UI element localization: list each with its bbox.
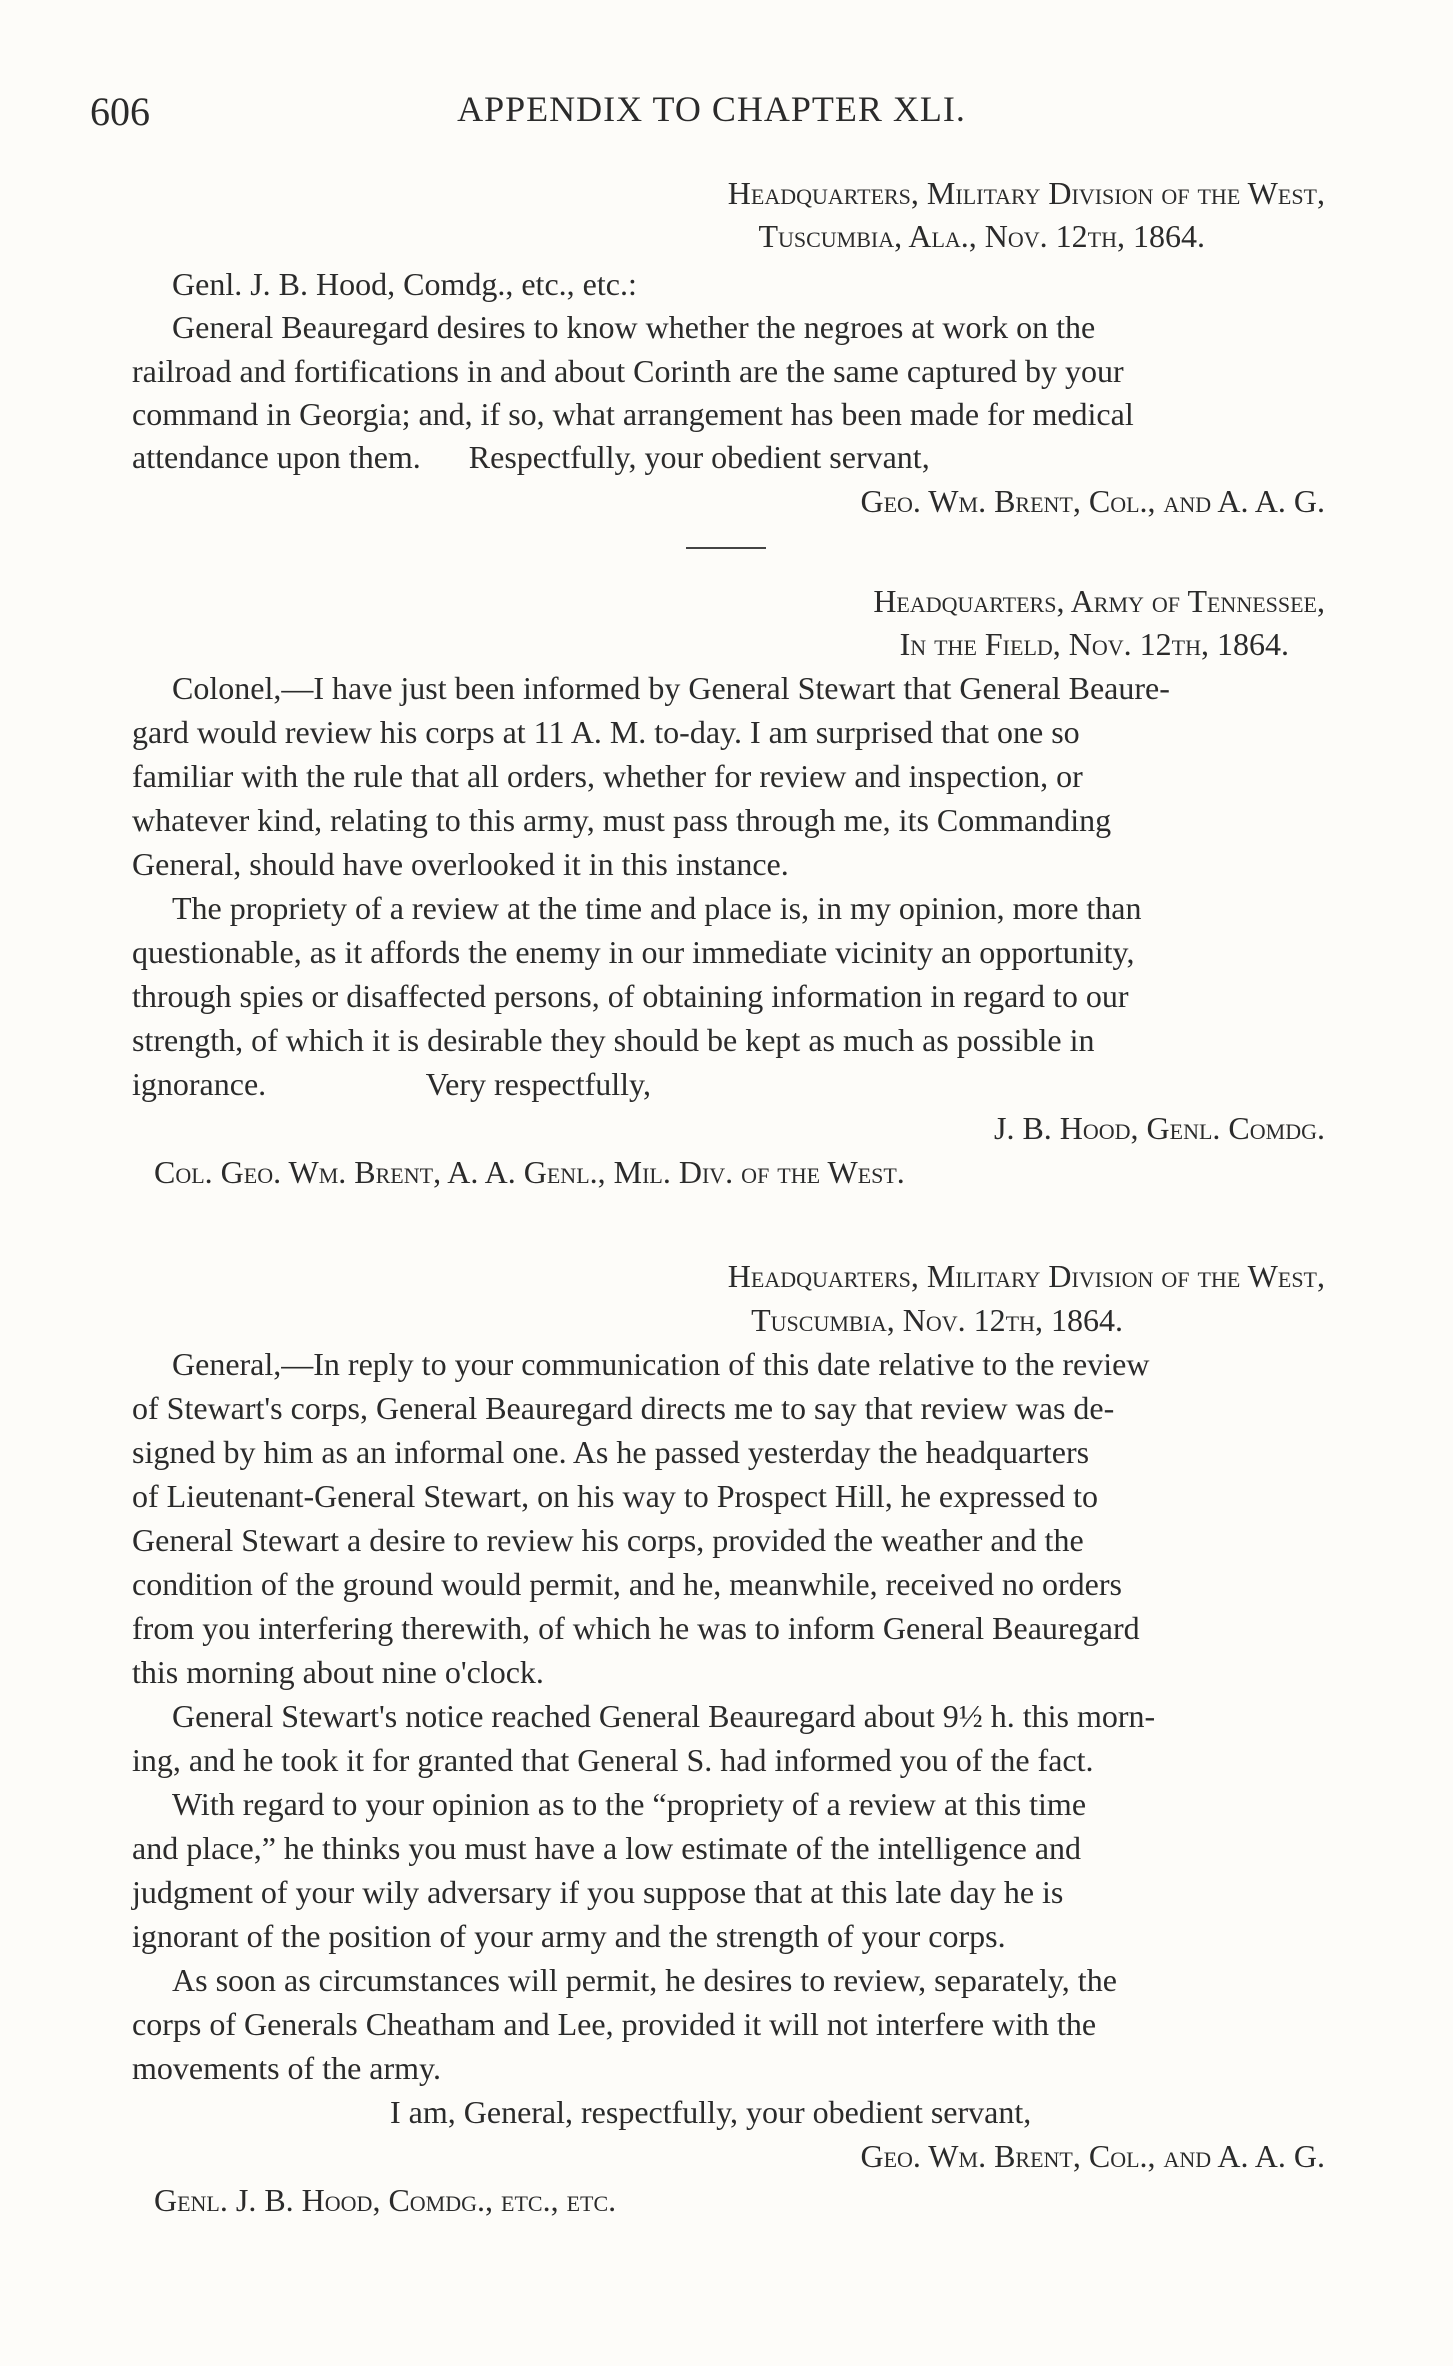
letter-2-body-line: The propriety of a review at the time and place is, in my opinion, more than [172, 890, 1142, 926]
letter-3-body-line: General Stewart's notice reached General Beauregard about 9½ h. this morn- [172, 1698, 1156, 1734]
letter-1-signature: Geo. Wm. Brent, Col., and A. A. G. [860, 483, 1325, 519]
letter-3-body-line: General,—In reply to your communication of this date relative to the review [172, 1346, 1150, 1382]
letter-2-body-line: strength, of which it is desirable they should be kept as much as possible in [132, 1022, 1095, 1058]
letter-3-body-line: of Lieutenant-General Stewart, on his way to Prospect Hill, he expressed to [132, 1478, 1098, 1514]
letter-3-signature: Geo. Wm. Brent, Col., and A. A. G. [860, 2138, 1325, 2174]
letter-2-heading: Headquarters, Army of Tennessee, [873, 583, 1325, 619]
letter-1-body-line: command in Georgia; and, if so, what arrangement has been made for medical [132, 396, 1134, 432]
letter-3-body-line: this morning about nine o'clock. [132, 1654, 544, 1690]
letter-3-body-line: ing, and he took it for granted that General S. had informed you of the fact. [132, 1742, 1094, 1778]
letter-2-signature: J. B. Hood, Genl. Comdg. [993, 1110, 1325, 1146]
letter-3-body-line: judgment of your wily adversary if you suppose that at this late day he is [132, 1874, 1064, 1910]
letter-3-heading: Headquarters, Military Division of the West, [727, 1258, 1325, 1294]
letter-3-body-line: With regard to your opinion as to the “propriety of a review at this time [172, 1786, 1087, 1822]
letter-2-body-line: ignorance. Very respectfully, [132, 1066, 651, 1102]
letter-3-body-line: As soon as circumstances will permit, he desires to review, separately, the [172, 1962, 1117, 1998]
letter-2-body-line: familiar with the rule that all orders, whether for review and inspection, or [132, 758, 1083, 794]
section-divider [686, 547, 766, 549]
letter-2-body-line: whatever kind, relating to this army, must pass through me, its Commanding [132, 802, 1112, 838]
letter-1-body-line: attendance upon them. Respectfully, your obedient servant, [132, 439, 930, 475]
letter-2-body-line: gard would review his corps at 11 A. M. to-day. I am surprised that one so [132, 714, 1080, 750]
letter-1-address: Genl. J. B. Hood, Comdg., etc., etc.: [172, 266, 637, 302]
letter-3-body-line: I am, General, respectfully, your obedient servant, [390, 2094, 1032, 2130]
letter-3-body-line: corps of Generals Cheatham and Lee, provided it will not interfere with the [132, 2006, 1097, 2042]
letter-1-body-line: railroad and fortifications in and about Corinth are the same captured by your [132, 353, 1124, 389]
letter-3-body-line: and place,” he thinks you must have a low estimate of the intelligence and [132, 1830, 1082, 1866]
letter-2-body-line: questionable, as it affords the enemy in our immediate vicinity an opportunity, [132, 934, 1135, 970]
letter-3-recipient: Genl. J. B. Hood, Comdg., etc., etc. [154, 2182, 617, 2218]
letter-2-place-date: In the Field, Nov. 12th, 1864. [899, 626, 1289, 662]
letter-3-body-line: movements of the army. [132, 2050, 441, 2086]
letter-3-body-line: ignorant of the position of your army and the strength of your corps. [132, 1918, 1006, 1954]
letter-3-body-line: General Stewart a desire to review his corps, provided the weather and the [132, 1522, 1084, 1558]
page-number: 606 [90, 89, 150, 134]
letter-2-recipient: Col. Geo. Wm. Brent, A. A. Genl., Mil. Div. of the West. [154, 1154, 905, 1190]
letter-3-body-line: signed by him as an informal one. As he passed yesterday the headquarters [132, 1434, 1090, 1470]
running-head: APPENDIX TO CHAPTER XLI. [457, 89, 966, 129]
letter-3-body-line: from you interfering therewith, of which he was to inform General Beauregard [132, 1610, 1140, 1646]
letter-3-body-line: of Stewart's corps, General Beauregard directs me to say that review was de- [132, 1390, 1115, 1426]
letter-1-place-date: Tuscumbia, Ala., Nov. 12th, 1864. [758, 218, 1205, 254]
letter-3-place-date: Tuscumbia, Nov. 12th, 1864. [751, 1302, 1123, 1338]
letter-2-body-line: General, should have overlooked it in this instance. [132, 846, 789, 882]
letter-1-body-line: General Beauregard desires to know whether the negroes at work on the [172, 309, 1096, 345]
letter-2-body-line: Colonel,—I have just been informed by General Stewart that General Beaure- [172, 670, 1170, 706]
letter-1-heading: Headquarters, Military Division of the West, [727, 175, 1325, 211]
letter-2-body-line: through spies or disaffected persons, of obtaining information in regard to our [132, 978, 1129, 1014]
letter-3-body-line: condition of the ground would permit, and he, meanwhile, received no orders [132, 1566, 1122, 1602]
